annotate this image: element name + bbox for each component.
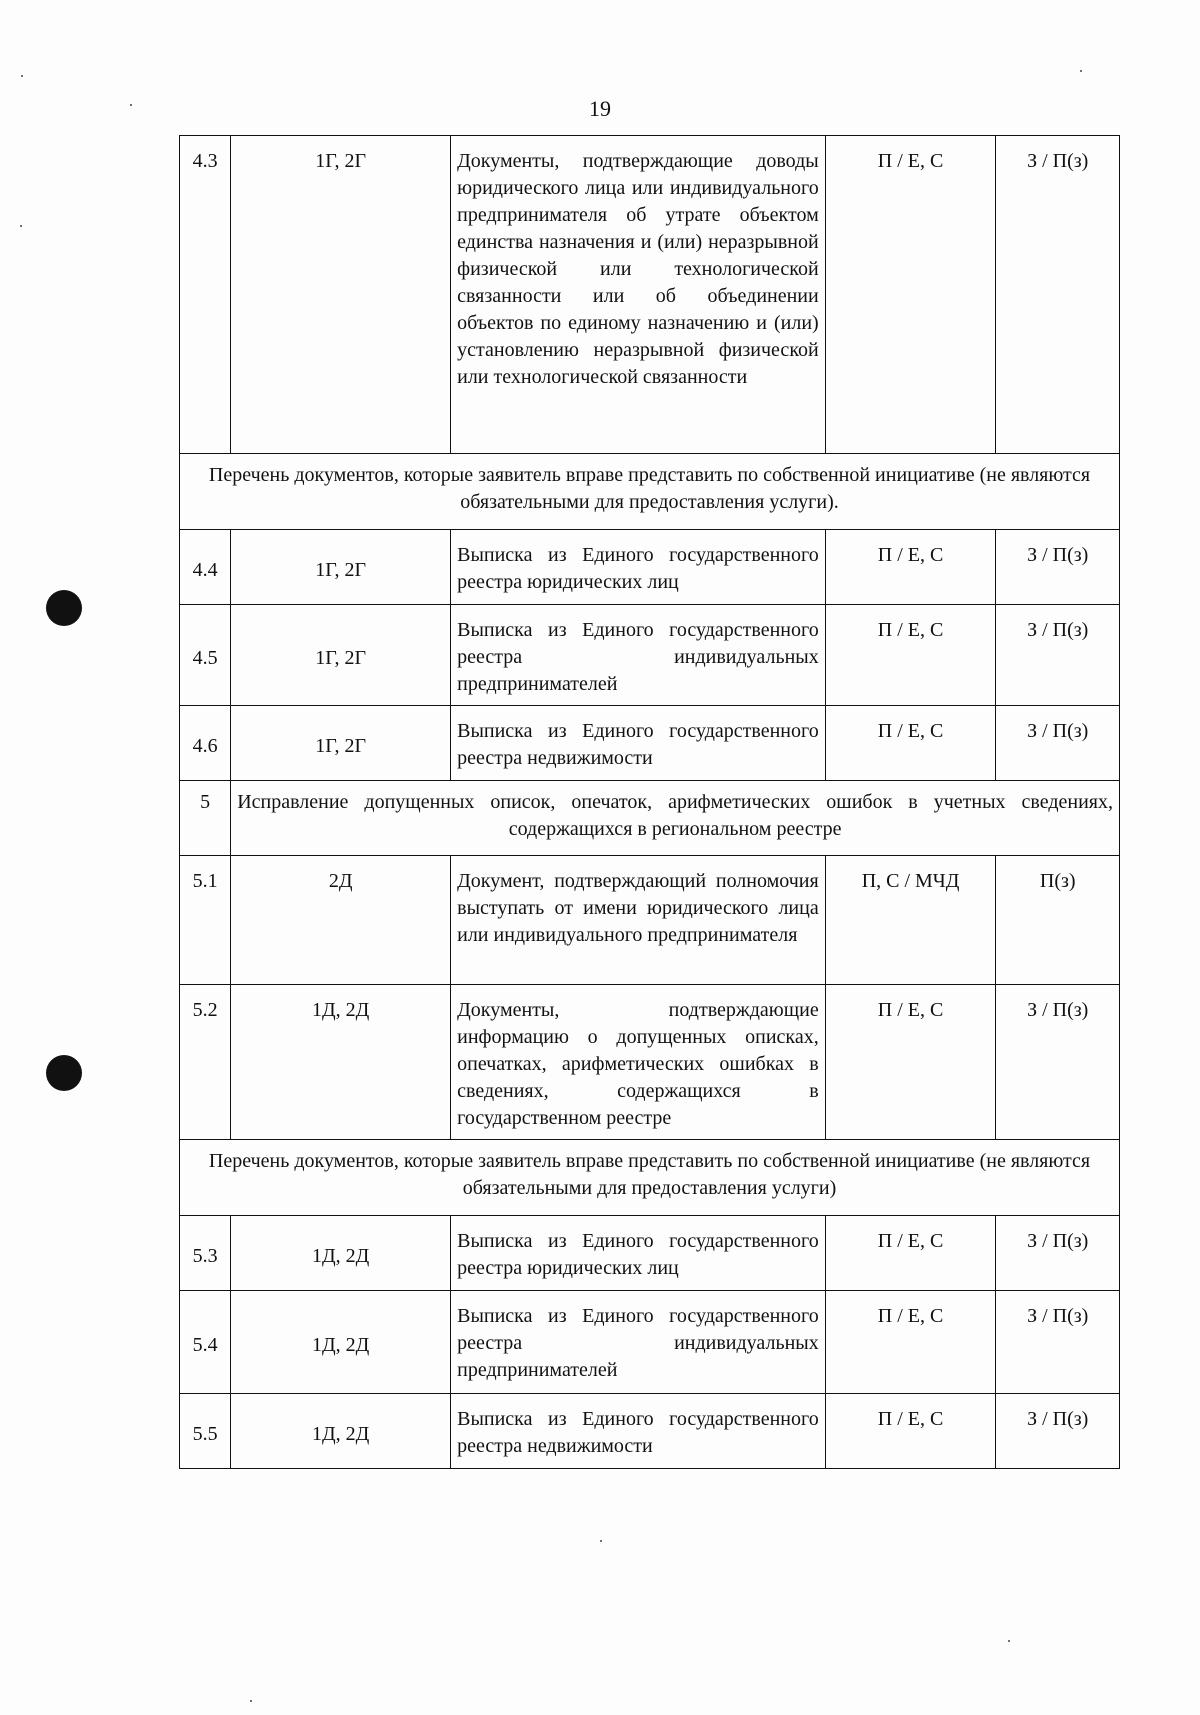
document-description: Документы, подтверждающие информацию о допущенных описках, опечатках, арифметических ошибках в сведениях, содержащихся в государственном реестре: [451, 985, 826, 1140]
chapter-title: Исправление допущенных описок, опечаток, арифметических ошибок в учетных сведениях, содержащихся в региональном реестре: [237, 791, 1113, 840]
submission-form: П / Е, С: [825, 706, 996, 781]
applicant-code: 1Г, 2Г: [231, 706, 451, 781]
section-heading: Перечень документов, которые заявитель вправе представить по собственной инициативе (не являются обязательными для предоставления услуги).: [180, 454, 1120, 530]
table-row: [180, 706, 1120, 781]
chapter-title-cell: [231, 781, 1120, 856]
result-form: З / П(з): [996, 136, 1120, 454]
result-form: З / П(з): [996, 1394, 1120, 1469]
applicant-code: 1Г, 2Г: [231, 530, 451, 605]
row-number: 5.1: [180, 856, 231, 985]
documents-table: [179, 135, 1120, 1469]
row-number: 4.5: [180, 605, 231, 706]
document-description: Выписка из Единого государственного реестра недвижимости: [451, 706, 826, 781]
row-number: 4.4: [180, 530, 231, 605]
document-description: Выписка из Единого государственного реестра юридических лиц: [451, 1216, 826, 1291]
table-row: [180, 1291, 1120, 1394]
row-number: 5.3: [180, 1216, 231, 1291]
table-row: [180, 136, 1120, 454]
section-heading-row: [180, 454, 1120, 530]
applicant-code: 1Г, 2Г: [231, 136, 451, 454]
document-description: Документ, подтверждающий полномочия выступать от имени юридического лица или индивидуального предпринимателя: [451, 856, 826, 985]
submission-form: П / Е, С: [825, 605, 996, 706]
row-number: 4.3: [180, 136, 231, 454]
submission-form: П / Е, С: [825, 136, 996, 454]
document-description: Выписка из Единого государственного реестра индивидуальных предпринимателей: [451, 605, 826, 706]
scan-speck: [130, 104, 132, 106]
applicant-code: 1Г, 2Г: [231, 605, 451, 706]
table-row: [180, 985, 1120, 1140]
applicant-code: 1Д, 2Д: [231, 985, 451, 1140]
row-number: 5.5: [180, 1394, 231, 1469]
row-number: 4.6: [180, 706, 231, 781]
submission-form: П / Е, С: [825, 530, 996, 605]
result-form: П(з): [996, 856, 1120, 985]
submission-form: П / Е, С: [825, 1394, 996, 1469]
document-description: Документы, подтверждающие доводы юридического лица или индивидуального предпринимателя об утрате объектом единства назначения и (или) неразрывной физической или технологической связанности или об объединении объектов по единому назначению и (или) установлению неразрывной физической или технологической связанности: [451, 136, 826, 454]
document-description: Выписка из Единого государственного реестра недвижимости: [451, 1394, 826, 1469]
scan-speck: [600, 1540, 602, 1542]
applicant-code: 1Д, 2Д: [231, 1216, 451, 1291]
result-form: З / П(з): [996, 530, 1120, 605]
scan-speck: [1008, 1640, 1010, 1642]
punch-hole-top: [46, 590, 82, 626]
table-row: [180, 856, 1120, 985]
row-number: 5.2: [180, 985, 231, 1140]
submission-form: П / Е, С: [825, 1216, 996, 1291]
applicant-code: 1Д, 2Д: [231, 1394, 451, 1469]
chapter-row: [180, 781, 1120, 856]
result-form: З / П(з): [996, 605, 1120, 706]
table-row: [180, 605, 1120, 706]
table-row: [180, 1394, 1120, 1469]
scan-speck: [1080, 70, 1082, 72]
page-number: 19: [589, 96, 611, 121]
result-form: З / П(з): [996, 706, 1120, 781]
result-form: З / П(з): [996, 985, 1120, 1140]
applicant-code: 1Д, 2Д: [231, 1291, 451, 1394]
section-heading: Перечень документов, которые заявитель вправе представить по собственной инициативе (не являются обязательными для предоставления услуги): [180, 1140, 1120, 1216]
result-form: З / П(з): [996, 1216, 1120, 1291]
table-row: [180, 1216, 1120, 1291]
scan-speck: [21, 75, 23, 77]
section-heading-row: [180, 1140, 1120, 1216]
table-row: [180, 530, 1120, 605]
applicant-code: 2Д: [231, 856, 451, 985]
submission-form: П, С / МЧД: [825, 856, 996, 985]
result-form: З / П(з): [996, 1291, 1120, 1394]
document-description: Выписка из Единого государственного реестра юридических лиц: [451, 530, 826, 605]
submission-form: П / Е, С: [825, 985, 996, 1140]
row-number: 5.4: [180, 1291, 231, 1394]
document-description: Выписка из Единого государственного реестра индивидуальных предпринимателей: [451, 1291, 826, 1394]
chapter-number: 5: [180, 781, 231, 856]
scan-speck: [20, 225, 22, 227]
scan-speck: [250, 1700, 252, 1702]
punch-hole-bottom: [46, 1055, 82, 1091]
submission-form: П / Е, С: [825, 1291, 996, 1394]
